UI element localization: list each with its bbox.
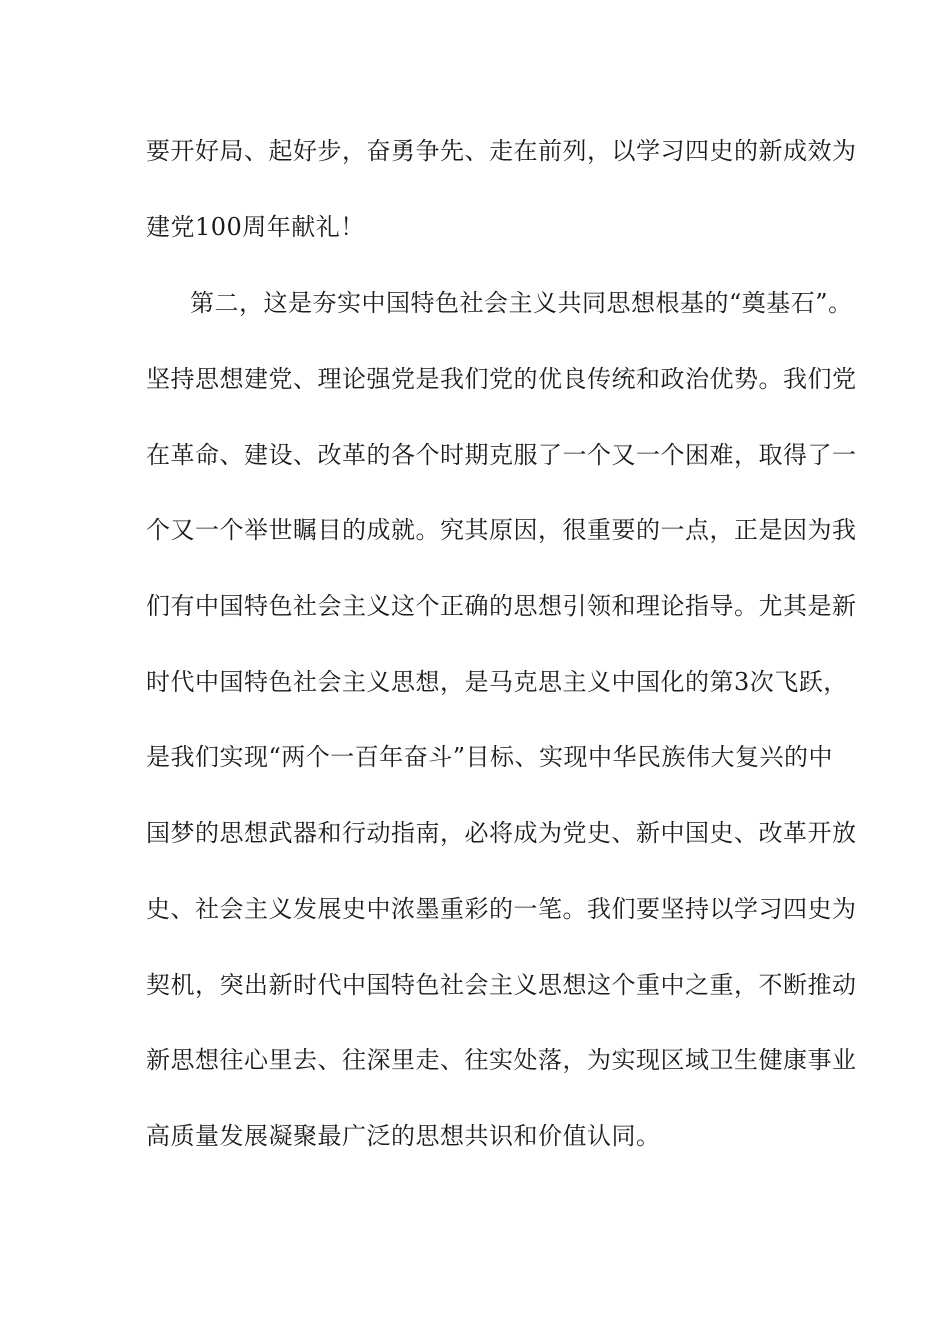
text-line: 高质量发展凝聚最广泛的思想共识和价值认同。	[146, 1122, 661, 1150]
text-line: 个又一个举世瞩目的成就。究其原因，很重要的一点，正是因为我	[146, 516, 857, 544]
text-line: 契机，突出新时代中国特色社会主义思想这个重中之重，不断推动	[146, 971, 857, 999]
text-line: 建党100周年献礼！	[146, 213, 365, 241]
text-line: 时代中国特色社会主义思想，是马克思主义中国化的第3次飞跃，	[146, 668, 848, 696]
text-line: 要开好局、起好步，奋勇争先、走在前列，以学习四史的新成效为	[146, 137, 857, 165]
text-line: 国梦的思想武器和行动指南，必将成为党史、新中国史、改革开放	[146, 819, 857, 847]
text-line: 史、社会主义发展史中浓墨重彩的一笔。我们要坚持以学习四史为	[146, 895, 857, 923]
text-line: 在革命、建设、改革的各个时期克服了一个又一个困难，取得了一	[146, 441, 857, 469]
paragraph-start-line: 第二，这是夯实中国特色社会主义共同思想根基的“奠基石”。	[190, 289, 853, 317]
text-line: 坚持思想建党、理论强党是我们党的优良传统和政治优势。我们党	[146, 365, 857, 393]
text-line: 新思想往心里去、往深里走、往实处落，为实现区域卫生健康事业	[146, 1046, 857, 1074]
text-line: 是我们实现“两个一百年奋斗”目标、实现中华民族伟大复兴的中	[146, 743, 834, 771]
text-line: 们有中国特色社会主义这个正确的思想引领和理论指导。尤其是新	[146, 592, 857, 620]
